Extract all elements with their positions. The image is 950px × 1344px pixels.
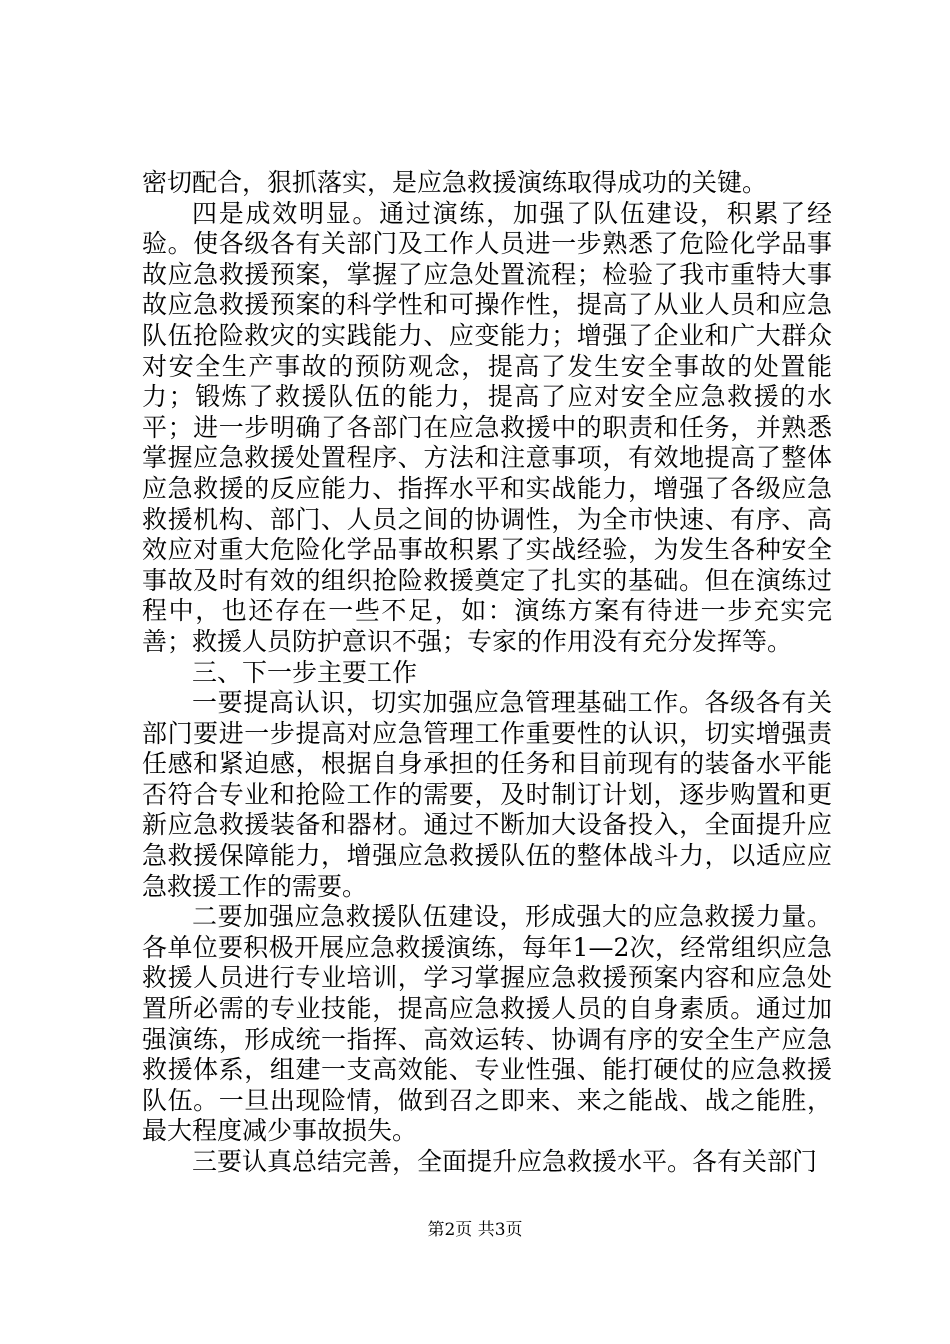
- paragraph-5: 三要认真总结完善，全面提升应急救援水平。各有关部门: [192, 1147, 818, 1176]
- page-number-footer: 第2页 共3页: [427, 1220, 523, 1240]
- document-body: [142, 168, 832, 1178]
- paragraph-1: 密切配合，狠抓落实，是应急救援演练取得成功的关键。: [142, 168, 768, 197]
- paragraph-2: 四是成效明显。通过演练，加强了队伍建设，积累了经验。使各级各有关部门及工作人员进一步熟悉了危险化学品事故应急救援预案，掌握了应急处置流程；检验了我市重特大事故应急救援预案的科学性和可操作性，提高了从业人员和应急队伍抢险救灾的实践能力、应变能力；增强了企业和广大群众对安全生产事故的预防观念，提高了发生安全事故的处置能力；锻炼了救援队伍的能力，提高了应对安全应急救援的水平；进一步明确了各部门在应急救援中的职责和任务，并熟悉掌握应急救援处置程序、方法和注意事项，有效地提高了整体应急救援的反应能力、指挥水平和实战能力，增强了各级应急救援机构、部门、人员之间的协调性，为全市快速、有序、高效应对重大危险化学品事故积累了实战经验，为发生各种安全事故及时有效的组织抢险救援奠定了扎实的基础。但在演练过程中，也还存在一些不足，如：演练方案有待进一步充实完善；救援人员防护意识不强；专家的作用没有充分发挥等。: [142, 198, 832, 656]
- paragraph-4: 二要加强应急救援队伍建设，形成强大的应急救援力量。各单位要积极开展应急救援演练，每年1—2次，经常组织应急救援人员进行专业培训，学习掌握应急救援预案内容和应急处置所必需的专业技能，提高应急救援人员的自身素质。通过加强演练，形成统一指挥、高效运转、协调有序的安全生产应急救援体系，组建一支高效能、专业性强、能打硬仗的应急救援队伍。一旦出现险情，做到召之即来、来之能战、战之能胜，最大程度减少事故损失。: [142, 902, 832, 1146]
- paragraph-3: 一要提高认识，切实加强应急管理基础工作。各级各有关部门要进一步提高对应急管理工作重要性的认识，切实增强责任感和紧迫感，根据自身承担的任务和目前现有的装备水平能否符合专业和抢险工作的需要，及时制订计划，逐步购置和更新应急救援装备和器材。通过不断加大设备投入，全面提升应急救援保障能力，增强应急救援队伍的整体战斗力，以适应应急救援工作的需要。: [142, 688, 832, 901]
- section-heading: 三、下一步主要工作: [192, 657, 418, 687]
